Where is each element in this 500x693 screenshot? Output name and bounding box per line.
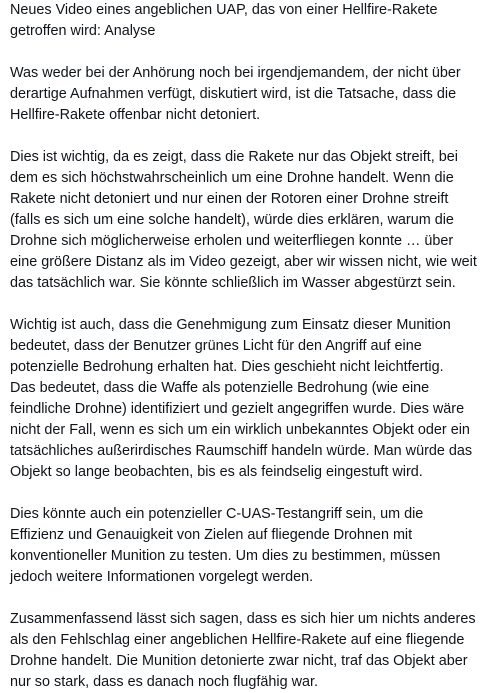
post-title: Neues Video eines angeblichen UAP, das von einer Hellfire-Rakete getroffen wird: Analyse bbox=[10, 2, 438, 39]
paragraph-summary: Zusammenfassend lässt sich sagen, dass es sich hier um nichts anderes als den Fehlschlag einer angeblichen Hellfire-Rakete auf eine fliegende Drohne handelt. Die Munition detonierte zwar nicht, traf das Objekt aber nur so stark, dass es danach noch flugfähig war. bbox=[10, 611, 476, 690]
paragraph-engagement-authorization: Wichtig ist auch, dass die Genehmigung zum Einsatz dieser Munition bedeutet, dass der Benutzer grünes Licht für den Angriff auf eine potenzielle Bedrohung erhalten hat. Dies geschieht nicht leichtfertig. Das bedeutet, dass die Waffe als potenzielle Bedrohung (wie eine feindliche Drohne) identifiziert und gezielt angegriffen wurde. Dies wäre nicht der Fall, wenn es sich um ein wirklich unbekanntes Objekt oder ein tatsächliches außerirdisches Raumschiff handeln würde. Man würde das Objekt so lange beobachten, bis es als feindselig eingestuft wird. bbox=[10, 317, 473, 480]
paragraph-no-detonation: Was weder bei der Anhörung noch bei irgendjemandem, der nicht über derartige Aufnahmen verfügt, diskutiert wird, ist die Tatsache, dass die Hellfire-Rakete offenbar nicht detoniert. bbox=[10, 65, 461, 123]
paragraph-drone-graze: Dies ist wichtig, da es zeigt, dass die Rakete nur das Objekt streift, bei dem es sich höchstwahrscheinlich um eine Drohne handelt. Wenn die Rakete nicht detoniert und nur einen der Rotoren einer Drohne streift (falls es sich um eine solche handelt), würde dies erklären, warum die Drohne sich möglicherweise erholen und weiterfliegen konnte … über eine größere Distanz als im Video gezeigt, aber wir wissen nicht, wie weit das tatsächlich war. Sie könnte schließlich im Wasser abgestürzt sein. bbox=[10, 149, 477, 291]
paragraph-c-uas-test: Dies könnte auch ein potenzieller C-UAS-Testangriff sein, um die Effizienz und Genauigkeit von Zielen auf fliegende Drohnen mit konventioneller Munition zu testen. Um dies zu bestimmen, müssen jedoch weitere Informationen vorgelegt werden. bbox=[10, 506, 441, 585]
